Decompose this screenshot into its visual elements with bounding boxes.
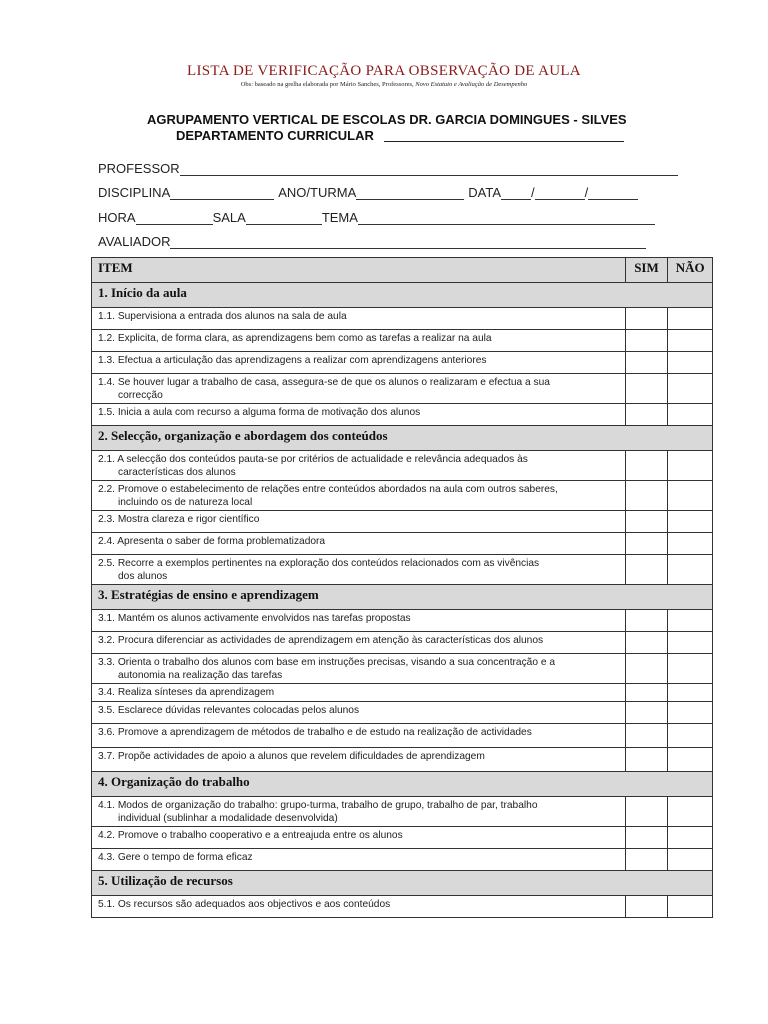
data-label: DATA xyxy=(468,185,501,200)
sim-checkbox[interactable] xyxy=(625,797,668,827)
avaliador-row xyxy=(98,231,646,249)
hora-field[interactable] xyxy=(136,211,213,225)
tema-label: TEMA xyxy=(321,210,358,225)
item-text: 3.7. Propõe actividades de apoio a alunos que revelem dificuldades de aprendizagem xyxy=(98,751,485,762)
nao-checkbox[interactable] xyxy=(668,352,713,374)
section-title: 2. Selecção, organização e abordagem dos conteúdos xyxy=(92,426,713,451)
avaliador-field[interactable] xyxy=(170,235,646,249)
sim-checkbox[interactable] xyxy=(625,849,668,871)
nao-checkbox[interactable] xyxy=(668,511,713,533)
subtitle-italic: Novo Estatuto e Avaliação de Desempenho xyxy=(415,81,528,88)
table-row xyxy=(92,374,713,404)
nao-checkbox[interactable] xyxy=(668,724,713,748)
disciplina-field[interactable] xyxy=(170,186,274,200)
data-month-field[interactable] xyxy=(535,186,585,200)
item-text: 1.4. Se houver lugar a trabalho de casa, assegura-se de que os alunos o realizaram e efectua a sua xyxy=(98,377,550,388)
item-text: 1.5. Inicia a aula com recurso a alguma forma de motivação dos alunos xyxy=(98,407,421,418)
table-row xyxy=(92,797,713,827)
nao-checkbox[interactable] xyxy=(668,849,713,871)
sim-checkbox[interactable] xyxy=(625,374,668,404)
item-text: 1.1. Supervisiona a entrada dos alunos na sala de aula xyxy=(98,311,347,322)
nao-checkbox[interactable] xyxy=(668,684,713,702)
sim-checkbox[interactable] xyxy=(625,404,668,426)
sim-checkbox[interactable] xyxy=(625,684,668,702)
table-row xyxy=(92,702,713,724)
table-row xyxy=(92,308,713,330)
table-row xyxy=(92,632,713,654)
item-text: 2.3. Mostra clareza e rigor científico xyxy=(98,514,260,525)
section-title: 3. Estratégias de ensino e aprendizagem xyxy=(92,585,713,610)
item-text-cont: dos alunos xyxy=(118,571,168,582)
sim-checkbox[interactable] xyxy=(625,481,668,511)
school-name: AGRUPAMENTO VERTICAL DE ESCOLAS DR. GARCIA DOMINGUES - SILVES xyxy=(147,112,627,127)
sim-checkbox[interactable] xyxy=(625,702,668,724)
ano-turma-label: ANO/TURMA xyxy=(278,185,357,200)
professor-label: PROFESSOR xyxy=(98,161,180,176)
sim-checkbox[interactable] xyxy=(625,654,668,684)
table-row xyxy=(92,330,713,352)
data-slash-2: / xyxy=(584,185,589,200)
hora-label: HORA xyxy=(98,210,136,225)
col-sim-header: SIM xyxy=(625,258,668,283)
table-row xyxy=(92,451,713,481)
item-text: 3.3. Orienta o trabalho dos alunos com base em instruções precisas, visando a sua concentração e a xyxy=(98,657,555,668)
section-title: 4. Organização do trabalho xyxy=(92,772,713,797)
nao-checkbox[interactable] xyxy=(668,827,713,849)
sala-field[interactable] xyxy=(246,211,322,225)
item-text-cont: características dos alunos xyxy=(118,467,236,478)
item-text: 3.1. Mantém os alunos activamente envolvidos nas tarefas propostas xyxy=(98,613,411,624)
sim-checkbox[interactable] xyxy=(625,533,668,555)
table-row xyxy=(92,748,713,772)
hora-row xyxy=(98,207,655,225)
sim-checkbox[interactable] xyxy=(625,827,668,849)
nao-checkbox[interactable] xyxy=(668,896,713,918)
table-row xyxy=(92,404,713,426)
nao-checkbox[interactable] xyxy=(668,555,713,585)
nao-checkbox[interactable] xyxy=(668,610,713,632)
table-row xyxy=(92,555,713,585)
sim-checkbox[interactable] xyxy=(625,632,668,654)
section-row xyxy=(92,772,713,797)
sim-checkbox[interactable] xyxy=(625,308,668,330)
col-nao-header: NÃO xyxy=(668,258,713,283)
item-text: 2.4. Apresenta o saber de forma problematizadora xyxy=(98,536,326,547)
data-slash-1: / xyxy=(531,185,535,200)
table-row xyxy=(92,352,713,374)
item-text-cont: autonomia na realização das tarefas xyxy=(118,670,283,681)
doc-subtitle xyxy=(0,81,768,88)
nao-checkbox[interactable] xyxy=(668,654,713,684)
section-title: 1. Início da aula xyxy=(92,283,713,308)
item-text-cont: incluindo os de natureza local xyxy=(118,497,253,508)
department-field[interactable] xyxy=(384,129,624,142)
section-row xyxy=(92,871,713,896)
doc-title: LISTA DE VERIFICAÇÃO PARA OBSERVAÇÃO DE AULA xyxy=(187,63,581,79)
nao-checkbox[interactable] xyxy=(668,481,713,511)
nao-checkbox[interactable] xyxy=(668,533,713,555)
nao-checkbox[interactable] xyxy=(668,632,713,654)
item-text: 1.2. Explicita, de forma clara, as aprendizagens bem como as tarefas a realizar na aula xyxy=(98,333,492,344)
item-text: 4.2. Promove o trabalho cooperativo e a entreajuda entre os alunos xyxy=(98,830,403,841)
nao-checkbox[interactable] xyxy=(668,702,713,724)
table-row xyxy=(92,610,713,632)
table-row xyxy=(92,511,713,533)
nao-checkbox[interactable] xyxy=(668,374,713,404)
nao-checkbox[interactable] xyxy=(668,330,713,352)
sim-checkbox[interactable] xyxy=(625,330,668,352)
sim-checkbox[interactable] xyxy=(625,352,668,374)
table-row xyxy=(92,481,713,511)
sim-checkbox[interactable] xyxy=(625,724,668,748)
ano-turma-field[interactable] xyxy=(356,186,464,200)
sim-checkbox[interactable] xyxy=(625,896,668,918)
item-text: 3.2. Procura diferenciar as actividades de aprendizagem em atenção às características dos alunos xyxy=(98,635,544,646)
table-row xyxy=(92,533,713,555)
table-row xyxy=(92,827,713,849)
section-row xyxy=(92,426,713,451)
item-text: 3.5. Esclarece dúvidas relevantes colocadas pelos alunos xyxy=(98,705,360,716)
subtitle-text: Obs: baseado na grelha elaborada por Mário Sanches, Professores, xyxy=(240,81,414,88)
item-text: 4.1. Modos de organização do trabalho: grupo-turma, trabalho de grupo, trabalho de par, trabalho xyxy=(98,800,538,811)
table-row xyxy=(92,684,713,702)
item-text: 2.2. Promove o estabelecimento de relações entre conteúdos abordados na aula com outros saberes, xyxy=(98,484,558,495)
professor-field[interactable] xyxy=(180,162,678,176)
nao-checkbox[interactable] xyxy=(668,404,713,426)
item-text: 2.5. Recorre a exemplos pertinentes na exploração dos conteúdos relacionados com as vivências xyxy=(98,558,540,569)
nao-checkbox[interactable] xyxy=(668,748,713,772)
table-row xyxy=(92,896,713,918)
avaliador-label: AVALIADOR xyxy=(98,234,171,249)
item-text: 4.3. Gere o tempo de forma eficaz xyxy=(98,852,253,863)
department-row xyxy=(176,128,624,143)
sala-label: SALA xyxy=(212,210,246,225)
item-text: 5.1. Os recursos são adequados aos objectivos e aos conteúdos xyxy=(98,899,391,910)
sim-checkbox[interactable] xyxy=(625,610,668,632)
col-item-header: ITEM xyxy=(92,258,626,283)
item-text-cont: correcção xyxy=(118,390,163,401)
data-day-field[interactable] xyxy=(501,186,531,200)
item-text: 3.6. Promove a aprendizagem de métodos de trabalho e de estudo na realização de actividades xyxy=(98,727,532,738)
table-row xyxy=(92,654,713,684)
data-year-field[interactable] xyxy=(588,186,638,200)
sim-checkbox[interactable] xyxy=(625,511,668,533)
section-row xyxy=(92,283,713,308)
section-title: 5. Utilização de recursos xyxy=(92,871,713,896)
sim-checkbox[interactable] xyxy=(625,555,668,585)
item-text-cont: individual (sublinhar a modalidade desenvolvida) xyxy=(118,813,338,824)
disciplina-label: DISCIPLINA xyxy=(98,185,171,200)
item-text: 1.3. Efectua a articulação das aprendizagens a realizar com aprendizagens anteriores xyxy=(98,355,487,366)
tema-field[interactable] xyxy=(358,211,655,225)
sim-checkbox[interactable] xyxy=(625,748,668,772)
item-text: 3.4. Realiza sínteses da aprendizagem xyxy=(98,687,275,698)
professor-row xyxy=(98,158,678,176)
table-row xyxy=(92,849,713,871)
table-header xyxy=(92,258,713,283)
department-label: DEPARTAMENTO CURRICULAR xyxy=(176,128,374,143)
nao-checkbox[interactable] xyxy=(668,308,713,330)
checklist-table xyxy=(91,257,713,918)
disciplina-row xyxy=(98,182,638,200)
sim-checkbox[interactable] xyxy=(625,451,668,481)
nao-checkbox[interactable] xyxy=(668,451,713,481)
nao-checkbox[interactable] xyxy=(668,797,713,827)
table-row xyxy=(92,724,713,748)
item-text: 2.1. A selecção dos conteúdos pauta-se por critérios de actualidade e relevância adequados às xyxy=(98,454,528,465)
section-row xyxy=(92,585,713,610)
